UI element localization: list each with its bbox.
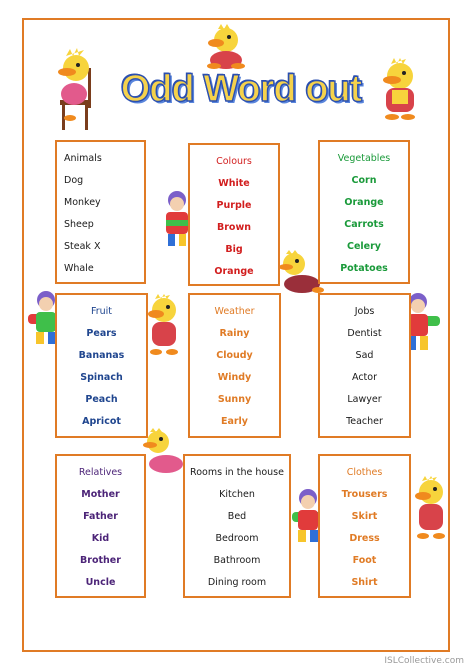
group-header: Rooms in the house bbox=[190, 467, 284, 478]
group-header: Animals bbox=[64, 153, 102, 164]
duck-standing-clipart bbox=[412, 476, 450, 542]
group-item: Lawyer bbox=[347, 394, 382, 405]
group-item: Bananas bbox=[78, 350, 125, 361]
group-box-colours bbox=[188, 143, 280, 286]
group-item: Uncle bbox=[85, 577, 116, 588]
group-item: Dog bbox=[64, 175, 84, 186]
group-header: Vegetables bbox=[337, 153, 391, 164]
group-item: Early bbox=[220, 416, 249, 427]
group-box-relatives bbox=[55, 454, 146, 598]
group-item: Monkey bbox=[64, 197, 101, 208]
group-header: Relatives bbox=[78, 467, 123, 478]
group-item: Kitchen bbox=[219, 489, 255, 500]
group-item: Rainy bbox=[219, 328, 250, 339]
group-item: Brother bbox=[80, 555, 121, 566]
group-item: Dining room bbox=[207, 577, 267, 588]
group-header: Fruit bbox=[90, 306, 113, 317]
group-item: Shirt bbox=[351, 577, 378, 588]
worksheet-title: Odd Word out bbox=[120, 68, 362, 110]
group-item: Dentist bbox=[347, 328, 382, 339]
group-box-weather bbox=[188, 293, 281, 438]
group-box-fruit bbox=[55, 293, 148, 438]
group-box-jobs bbox=[318, 293, 411, 438]
duck-standing-clipart bbox=[144, 294, 184, 358]
group-item: Father bbox=[83, 511, 118, 522]
group-item: Actor bbox=[352, 372, 377, 383]
group-item: White bbox=[218, 178, 250, 189]
group-item: Brown bbox=[217, 222, 251, 233]
group-item: Orange bbox=[344, 197, 384, 208]
duck-on-chair-clipart bbox=[52, 48, 104, 132]
group-item: Foot bbox=[352, 555, 377, 566]
group-item: Bed bbox=[227, 511, 247, 522]
group-header: Clothes bbox=[346, 467, 383, 478]
group-item: Mother bbox=[81, 489, 120, 500]
group-item: Dress bbox=[349, 533, 380, 544]
group-item: Peach bbox=[85, 394, 118, 405]
group-item: Sheep bbox=[64, 219, 94, 230]
group-item: Cloudy bbox=[216, 350, 253, 361]
group-item: Corn bbox=[351, 175, 377, 186]
group-item: Skirt bbox=[351, 511, 378, 522]
group-item: Trousers bbox=[341, 489, 388, 500]
group-item: Sunny bbox=[217, 394, 252, 405]
group-box-vegetables bbox=[318, 140, 410, 284]
group-item: Whale bbox=[64, 263, 94, 274]
group-header: Weather bbox=[214, 306, 255, 317]
duck-top-center-clipart bbox=[204, 24, 248, 70]
group-item: Purple bbox=[216, 200, 252, 211]
group-header: Colours bbox=[216, 156, 252, 167]
group-box-clothes bbox=[318, 454, 411, 598]
group-box-rooms bbox=[183, 454, 291, 598]
group-item: Teacher bbox=[346, 416, 383, 427]
group-item: Sad bbox=[355, 350, 374, 361]
group-item: Bathroom bbox=[213, 555, 261, 566]
group-item: Bedroom bbox=[215, 533, 259, 544]
group-item: Orange bbox=[214, 266, 254, 277]
duck-sitting-clipart bbox=[142, 428, 186, 476]
group-header: Jobs bbox=[354, 306, 375, 317]
duck-top-right-clipart bbox=[378, 58, 422, 122]
group-box-animals bbox=[55, 140, 146, 284]
group-item: Steak X bbox=[64, 241, 101, 252]
group-item: Apricot bbox=[82, 416, 121, 427]
group-item: Spinach bbox=[80, 372, 123, 383]
group-item: Celery bbox=[347, 241, 381, 252]
group-item: Potatoes bbox=[340, 263, 388, 274]
group-item: Windy bbox=[217, 372, 252, 383]
watermark: ISLCollective.com bbox=[384, 656, 464, 666]
group-item: Pears bbox=[86, 328, 117, 339]
group-item: Kid bbox=[91, 533, 110, 544]
group-item: Carrots bbox=[344, 219, 384, 230]
group-item: Big bbox=[225, 244, 243, 255]
